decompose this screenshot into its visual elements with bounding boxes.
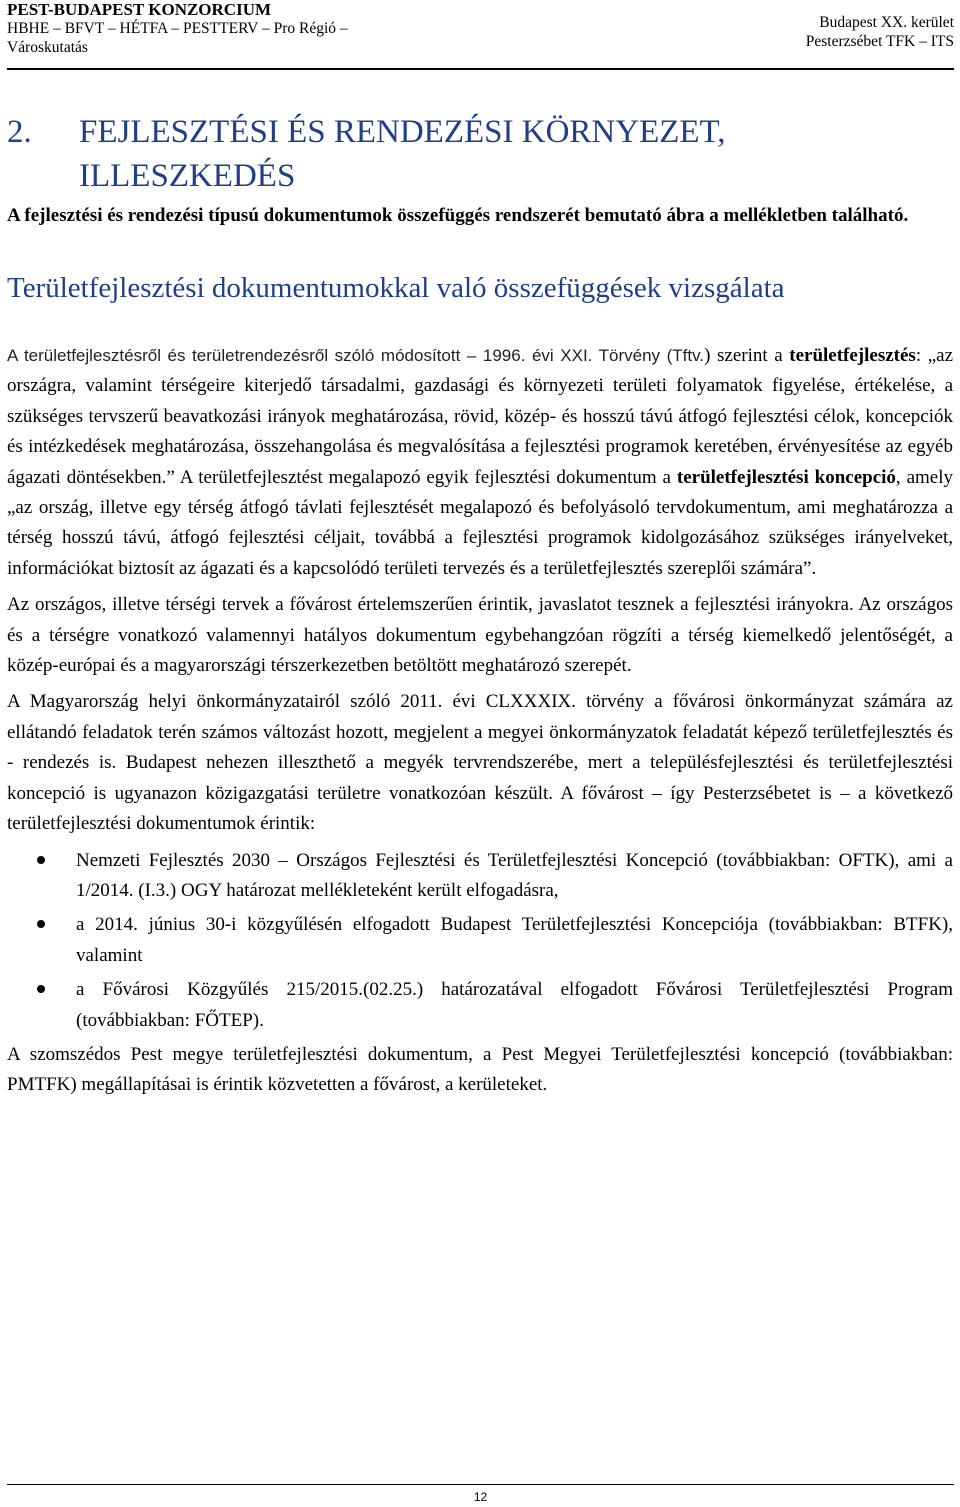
header-document: Pesterzsébet TFK – ITS — [805, 33, 954, 50]
bullet-icon — [37, 856, 45, 864]
paragraph-tftv-text-a: ) szerint a — [704, 345, 790, 366]
list-item — [7, 975, 953, 1036]
header-left — [7, 0, 348, 57]
section-title-line2: ILLESZKEDÉS — [79, 158, 296, 194]
bullet-icon — [37, 920, 45, 928]
page-footer — [7, 1484, 954, 1507]
list-item-text: a Fővárosi Közgyűlés 215/2015.(02.25.) határozatával elfogadott Fővárosi Területfejlesztési Program (továbbiakban: FŐTEP). — [76, 979, 953, 1031]
paragraph-plans: Az országos, illetve térségi tervek a fővárost értelemszerűen érintik, javaslatot tesznek a fejlesztési irányokra. Az országos és a térségre vonatkozó valamennyi hatályos dokumentum egybehangzóan rögzíti a térség kiemelkedő jelentőségét, a közép-európai és a magyarországi térszerkezetben betöltött meghatározó szerepét. — [7, 594, 953, 677]
term-koncepcio: területfejlesztési koncepció — [676, 466, 896, 488]
page-number: 12 — [473, 1490, 488, 1504]
paragraph-pest-county: A szomszédos Pest megye területfejlesztési dokumentum, a Pest Megyei Területfejlesztési koncepció (továbbiakban: PMTFK) megállapításai is érintik közvetetten a fővárost, a kerületeket. — [7, 1043, 953, 1096]
section-intro: A fejlesztési és rendezési típusú dokumentumok összefüggés rendszerét bemutató ábra a mellékletben található. — [7, 205, 909, 226]
header-partners-cont: Városkutatás — [7, 39, 88, 56]
list-item — [7, 846, 953, 907]
header-consortium: PEST-BUDAPEST KONZORCIUM — [7, 0, 272, 19]
header-right — [806, 13, 954, 51]
term-teruletfejlesztes: területfejlesztés — [789, 345, 916, 366]
header-district: Budapest XX. kerület — [819, 14, 954, 31]
paragraph-tftv — [7, 341, 953, 584]
section-heading — [7, 110, 953, 198]
paragraph-tftv-lead: A területfejlesztésről és területrendezésről szóló módosított – 1996. évi XXI. Törvény (Tftv. — [7, 346, 705, 365]
paragraph-tftv-text-c: : „az országra, valamint térségeire kiterjedő társadalmi, gazdasági és környezeti területi folyamatok figyelése, értékelése, a szükséges tervszerű beavatkozási irányok meghatározása, rövid, közép- és hosszú távú átfogó fejlesztési célok, koncepciók és intézkedések meghatározása, összehangolása és megvalósítása a fejlesztési programok keretében, érvényesítése az egyéb ágazati döntésekben.” A területfejlesztést megalapozó egyik fejlesztési dokumentum a — [7, 345, 954, 488]
list-item-text: a 2014. június 30-i közgyűlésén elfogadott Budapest Területfejlesztési Koncepciója (továbbiakban: BTFK), valamint — [76, 914, 953, 966]
documents-list — [7, 846, 953, 1036]
header-partners: HBHE – BFVT – HÉTFA – PESTTERV – Pro Régió – — [7, 20, 348, 37]
section-number: 2. — [7, 114, 32, 150]
page-header — [7, 0, 954, 70]
list-item — [7, 910, 953, 971]
paragraph-tftv-text-e: , amely „az ország, illetve egy térség átfogó távlati fejlesztését megalapozó és befolyásoló tervdokumentum, ami meghatározza a térség hosszú távú, átfogó fejlesztési céljait, továbbá a fejlesztési programok kidolgozásához szükséges irányelveket, információkat biztosít az ágazati és a kapcsolódó területi tervezés és a területfejlesztés szereplői számára”. — [7, 466, 953, 579]
section-title-line1: FEJLESZTÉSI ÉS RENDEZÉSI KÖRNYEZET, — [79, 114, 726, 150]
body-text — [7, 341, 953, 1107]
bullet-icon — [37, 985, 45, 993]
subsection-heading: Területfejlesztési dokumentumokkal való összefüggések vizsgálata — [7, 272, 785, 304]
paragraph-law-2011: A Magyarország helyi önkormányzatairól szóló 2011. évi CLXXXIX. törvény a fővárosi önkormányzat számára az ellátandó feladatok terén számos változást hozott, megjelent a megyei önkormányzatok feladatát képező területfejlesztés és - rendezés is. Budapest nehezen illeszthető a megyék tervrendszerébe, mert a településfejlesztési és területfejlesztési koncepció is ugyanazon közigazgatási területre vonatkozóan készült. A fővárost – így Pesterzsébetet is – a következő területfejlesztési dokumentumok érintik: — [7, 691, 953, 835]
list-item-text: Nemzeti Fejlesztés 2030 – Országos Fejlesztési és Területfejlesztési Koncepció (továbbiakban: OFTK), ami a 1/2014. (I.3.) OGY határozat mellékleteként került elfogadásra, — [76, 849, 953, 901]
